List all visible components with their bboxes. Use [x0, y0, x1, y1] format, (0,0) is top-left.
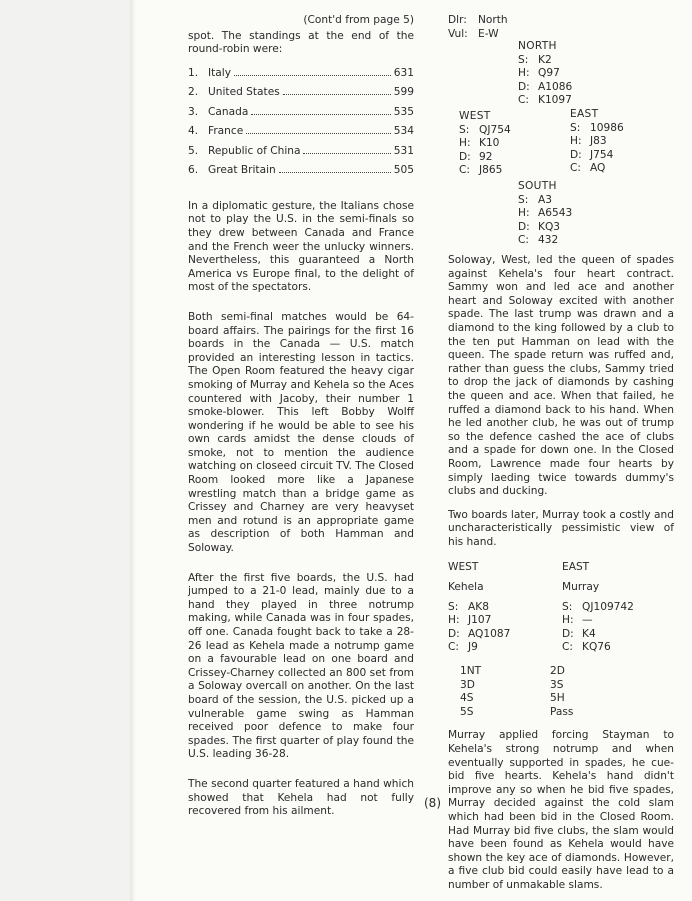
hand-title: WEST	[448, 561, 479, 574]
hearts: J83	[590, 135, 607, 148]
leader-dots	[251, 114, 390, 115]
suit-label: D:	[518, 80, 530, 93]
country: Canada	[208, 105, 249, 118]
spades: AK8	[468, 600, 489, 613]
rank: 1.	[188, 66, 199, 79]
clubs: KQ76	[582, 641, 611, 654]
country: United States	[208, 86, 280, 99]
leader-dots	[283, 94, 391, 95]
suit-label: C:	[570, 162, 581, 175]
suit-label: C:	[518, 234, 529, 247]
page-number: (8)	[424, 796, 441, 810]
right-column	[448, 254, 674, 893]
suit-label: D:	[562, 627, 574, 640]
bid-east: 5H	[550, 692, 565, 705]
suit-label: D:	[459, 150, 471, 163]
diamonds: AQ1087	[468, 627, 511, 640]
deal-header	[448, 14, 688, 41]
bid-east: Pass	[550, 705, 574, 718]
spades: A3	[538, 193, 552, 206]
suit-label: S:	[570, 121, 581, 134]
vulnerability-value: E-W	[478, 27, 499, 40]
standings-row	[188, 106, 414, 126]
suit-label: C:	[448, 641, 459, 654]
score: 599	[393, 86, 414, 99]
suit-label: S:	[518, 193, 529, 206]
hearts: Q97	[538, 67, 560, 80]
diamonds: 92	[479, 150, 493, 163]
paragraph: Two boards later, Murray took a costly and uncharacteristically pessimistic view of his hand.	[448, 508, 674, 548]
dealer-value: North	[478, 14, 508, 26]
standings-intro: spot. The standings at the end of the round-robin were:	[188, 29, 414, 56]
country: Republic of China	[208, 144, 301, 157]
suit-label: S:	[448, 600, 459, 613]
diamonds: KQ3	[538, 220, 561, 233]
hearts: —	[582, 614, 593, 627]
suit-label: H:	[518, 207, 530, 220]
paragraph: Soloway, West, led the queen of spades against Kehela's four heart contract. Sammy won and led ace and another heart and Soloway excited with another spade. The last trump was drawn and a diamond to the king followed by a club to the ten put Hamman on lead with the queen. The spade return was ruffed and, rather than guess the clubs, Sammy tried to drop the jack of diamonds by cashing the queen and ace. When that failed, he ruffed a diamond back to his hand. When he led another club, he was out of trump so the defence cashed the ace of clubs and a spade for down one. In the Closed Room, Lawrence made four hearts by simply laeding twice towards dummy's clubs and ducking.	[448, 254, 674, 498]
left-column	[188, 14, 414, 819]
bidding-table	[460, 665, 640, 719]
player-name: Kehela	[448, 581, 484, 594]
suit-label: H:	[459, 137, 471, 150]
suit-label: S:	[459, 123, 470, 136]
score: 534	[393, 125, 414, 138]
clubs: J865	[479, 164, 503, 177]
paragraph: Murray applied forcing Stayman to Kehela's strong notrump and when eventually supported in spades, he cue-bid five hearts. Kehela's hand didn't improve any so when he bid five spades, Murray decided against the cold slam which had been bid in the Closed Room. Had Murray bid five clubs, the slam would have been found as Kehela would have shown the key ace of diamonds. However, a five club bid could easily have lead to a number of unmakable slams.	[448, 729, 674, 891]
west-hand-2	[448, 561, 562, 655]
paragraph: After the first five boards, the U.S. had jumped to a 21-0 lead, mainly due to a hand they played in three notrump making, while Canada was in four spades, off one. Canada fought back to take a 28-26 lead as Kehela made a notrump game on a favourable lead on one board and Crissey-Charney collected an 800 set from a Soloway overcall on another. On the last board of the session, the U.S. picked up a vulnerable game swing as Hamman received poor defence to make four spades. The first quarter of play found the U.S. leading 36-28.	[188, 571, 414, 761]
west-hand	[459, 110, 539, 178]
country: France	[208, 125, 244, 138]
standings-row	[188, 86, 414, 106]
country: Italy	[208, 66, 231, 79]
hand-title: EAST	[562, 561, 590, 574]
hand-title: EAST	[570, 108, 599, 120]
suit-label: H:	[518, 67, 530, 80]
player-name: Murray	[562, 581, 600, 594]
rank: 6.	[188, 164, 199, 177]
suit-label: S:	[518, 53, 529, 66]
dealer-label: Dlr:	[448, 14, 467, 26]
hearts: K10	[479, 137, 500, 150]
paragraph: Both semi-final matches would be 64-board affairs. The pairings for the first 16 boards in the Canada — U.S. match provided an interesting lesson in tactics. The Open Room featured the heavy cigar smoking of Murray and Kehela so the Aces countered with Jacoby, their number 1 smoke-blower. This left Bobby Wolff wondering if he would be able to see his own cards amidst the dense clouds of smoke, not to mention the audience watching on closeed circuit TV. The Closed Room looked more like a Japanese wrestling match than a bridge game as Crissey and Charney are very heavyset men and rotund is an appropriate game as description of both Hamman and Soloway.	[188, 310, 414, 555]
bid-west: 1NT	[460, 665, 482, 678]
clubs: 432	[538, 234, 559, 247]
clubs: AQ	[590, 162, 606, 175]
paragraph: In a diplomatic gesture, the Italians chose not to play the U.S. in the semi-finals so they drew between Canada and France and the French weer the unlucky winners. Nevertheless, this guaranteed a North America vs Europe final, to the delight of most of the spectators.	[188, 199, 414, 294]
suit-label: D:	[518, 220, 530, 233]
hand-title: WEST	[459, 110, 491, 122]
bid-west: 5S	[460, 705, 474, 718]
suit-label: H:	[562, 614, 574, 627]
score: 535	[393, 105, 414, 118]
spades: QJ754	[479, 123, 511, 136]
diamonds: K4	[582, 627, 596, 640]
suit-label: S:	[562, 600, 573, 613]
diamonds: J754	[590, 148, 614, 161]
leader-dots	[234, 75, 391, 76]
suit-label: H:	[570, 135, 582, 148]
hearts: J107	[468, 614, 492, 627]
leader-dots	[303, 153, 390, 154]
bid-west: 3D	[460, 678, 475, 691]
east-hand-2	[562, 561, 674, 655]
standings-list	[188, 67, 414, 184]
spades: K2	[538, 53, 552, 66]
rank: 2.	[188, 86, 199, 99]
suit-label: C:	[459, 164, 470, 177]
clubs: J9	[468, 641, 478, 654]
bid-east: 2D	[550, 665, 565, 678]
bid-west: 4S	[460, 692, 474, 705]
clubs: K1097	[538, 94, 572, 107]
score: 531	[393, 144, 414, 157]
rank: 5.	[188, 144, 199, 157]
east-hand	[570, 108, 650, 176]
rank: 4.	[188, 125, 199, 138]
deal-diagram-1	[448, 14, 688, 41]
paragraph: The second quarter featured a hand which showed that Kehela had not fully recovered from his ailment.	[188, 777, 414, 818]
deal-diagram-2	[448, 561, 674, 655]
leader-dots	[279, 172, 391, 173]
standings-row	[188, 125, 414, 145]
suit-label: D:	[570, 148, 582, 161]
suit-label: D:	[448, 627, 460, 640]
suit-label: C:	[518, 94, 529, 107]
diamonds: A1086	[538, 80, 573, 93]
standings-row	[188, 145, 414, 165]
north-hand	[518, 40, 598, 108]
country: Great Britain	[208, 164, 276, 177]
rank: 3.	[188, 105, 199, 118]
standings-row	[188, 67, 414, 87]
suit-label: H:	[448, 614, 460, 627]
standings-row	[188, 164, 414, 184]
spades: QJ109742	[582, 600, 634, 613]
score: 631	[393, 66, 414, 79]
score: 505	[393, 164, 414, 177]
suit-label: C:	[562, 641, 573, 654]
vulnerability-label: Vul:	[448, 27, 468, 40]
spades: 10986	[590, 121, 624, 134]
south-hand	[518, 180, 598, 248]
hand-title: NORTH	[518, 40, 557, 52]
leader-dots	[246, 133, 391, 134]
hand-title: SOUTH	[518, 180, 557, 192]
continued-note: (Cont'd from page 5)	[303, 14, 414, 26]
hearts: A6543	[538, 207, 573, 220]
bid-east: 3S	[550, 678, 564, 691]
